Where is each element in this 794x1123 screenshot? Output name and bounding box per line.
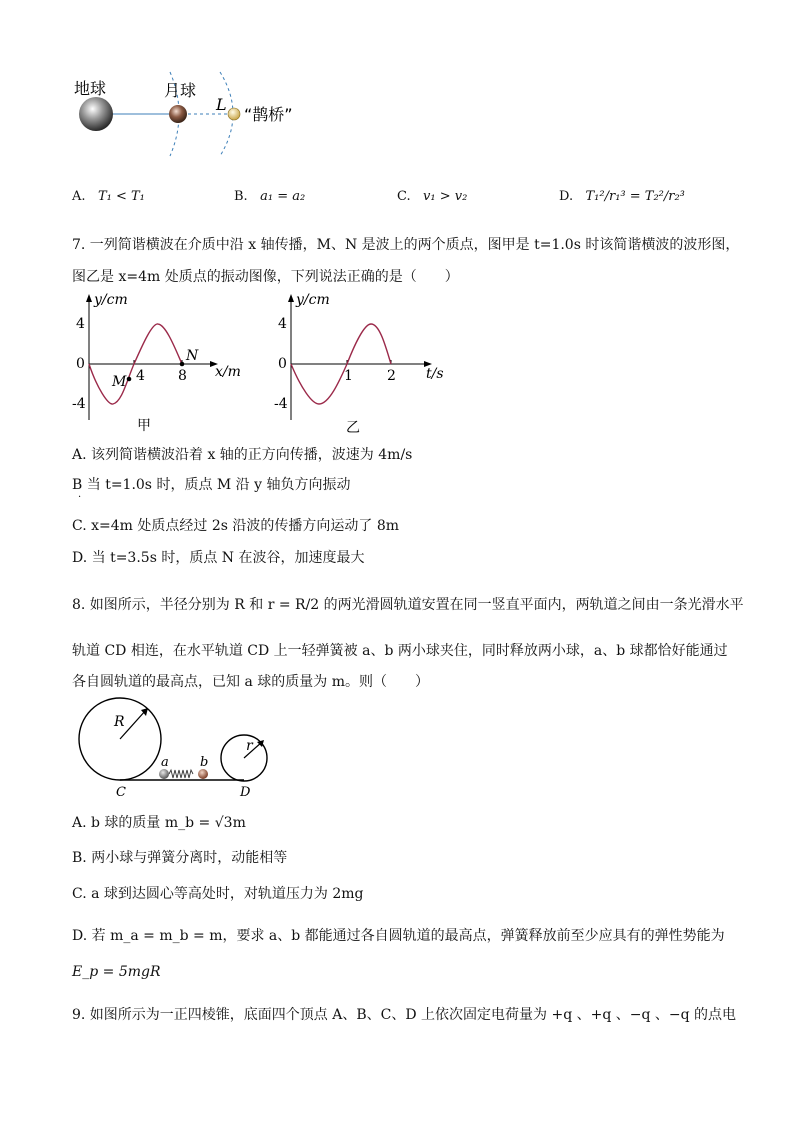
graph-b-xlabel: t/s: [426, 366, 444, 382]
point-l-label: L: [216, 95, 227, 114]
graph-b-x-tick2: 2: [387, 368, 396, 384]
relay-label: “鹊桥”: [244, 105, 293, 124]
q6-option-d-text: T₁²/r₁³ = T₂²/r₂³: [585, 189, 685, 204]
graph-b-y-arrow: [288, 294, 294, 302]
q8-option-d: D. 若 m_a = m_b = m，要求 a、b 都能通过各自圆轨道的最高点，弹簧释放前至少应具有的弹性势能为: [72, 928, 725, 944]
moon-label: 月球: [164, 81, 197, 100]
q6-option-a-label: A.: [72, 189, 86, 204]
q8-option-b: B. 两小球与弹簧分离时，动能相等: [72, 850, 288, 866]
graph-a-y-zero: 0: [76, 356, 85, 372]
spring: [169, 770, 193, 778]
q8-track-figure: [66, 696, 282, 800]
q7-option-a: A. 该列简谐横波沿着 x 轴的正方向传播，波速为 4m/s: [72, 447, 413, 463]
q6-option-c-text: v₁ > v₂: [423, 189, 468, 204]
moon-ball: [169, 105, 187, 123]
q7-option-b: B 当 t=1.0s 时，质点 M 沿 y 轴负方向振动: [72, 477, 351, 493]
graph-b-x-tick1: 1: [344, 368, 353, 384]
graph-a-x-tick1: 4: [136, 368, 145, 384]
q6-option-b-text: a₁ = a₂: [260, 189, 306, 204]
q6-option-d: [559, 189, 685, 204]
graph-b-y-top: 4: [278, 316, 287, 332]
q6-option-c-label: C.: [397, 189, 411, 204]
q7-option-b-stray-dot: ·: [78, 492, 82, 503]
graph-a-xlabel: x/m: [215, 364, 241, 380]
graph-b-y-zero: 0: [278, 356, 287, 372]
q6-option-b-label: B.: [234, 189, 248, 204]
graph-a-x-tick2: 8: [178, 368, 187, 384]
graph-b-ylabel: y/cm: [296, 292, 330, 308]
graph-a-y-arrow: [86, 294, 92, 302]
graph-a-ylabel: y/cm: [94, 292, 128, 308]
graph-a-label-m: M: [112, 374, 127, 390]
graph-a-y-bottom: -4: [72, 396, 86, 412]
graph-a-y-top: 4: [76, 316, 85, 332]
q7-stem-line1: 7. 一列简谐横波在介质中沿 x 轴传播，M、N 是波上的两个质点，图甲是 t=1.0s 时该简谐横波的波形图，: [72, 237, 740, 253]
q6-option-b: [234, 189, 305, 204]
q8-stem-line1: 8. 如图所示，半径分别为 R 和 r = R/2 的两光滑圆轨道安置在同一竖直平面内，两轨道之间由一条光滑水平: [72, 597, 744, 613]
ball-a: [159, 769, 169, 779]
q8-stem-line2: 轨道 CD 相连，在水平轨道 CD 上一轻弹簧被 a、b 两小球夹住，同时释放两小球，a、b 球都恰好能通过: [72, 643, 728, 659]
q8-option-d-formula: E_p = 5mgR: [72, 964, 161, 980]
q7-option-d: D. 当 t=3.5s 时，质点 N 在波谷，加速度最大: [72, 550, 365, 566]
q6-option-a-text: T₁ < T₁: [97, 189, 145, 204]
q8-stem-line3: 各自圆轨道的最高点，已知 a 球的质量为 m。则（ ）: [72, 674, 429, 690]
ball-b: [198, 769, 208, 779]
label-small-r: r: [246, 738, 253, 754]
graph-a-caption: 甲: [137, 418, 151, 434]
graph-a-label-n: N: [186, 348, 199, 364]
q7-stem-line2: 图乙是 x=4m 处质点的振动图像，下列说法正确的是（ ）: [72, 269, 459, 285]
q7-wave-graph-a: [72, 290, 257, 436]
graph-a-point-n: [180, 362, 185, 367]
q6-option-d-label: D.: [559, 189, 574, 204]
label-point-c: C: [116, 785, 126, 800]
label-ball-a: a: [161, 755, 169, 770]
q9-stem-line1: 9. 如图所示为一正四棱锥，底面四个顶点 A、B、C、D 上依次固定电荷量为 +q 、+q 、−q 、−q 的点电: [72, 1007, 737, 1023]
label-big-r: R: [114, 714, 125, 730]
graph-a-point-m: [127, 377, 132, 382]
earth-label: 地球: [74, 79, 107, 98]
q7-vibration-graph-b: [274, 290, 449, 436]
label-ball-b: b: [200, 755, 209, 770]
label-point-d: D: [240, 785, 251, 800]
q6-option-c: [397, 189, 467, 204]
q7-option-c: C. x=4m 处质点经过 2s 沿波的传播方向运动了 8m: [72, 518, 399, 534]
earth-moon-figure: [60, 66, 320, 158]
graph-b-caption: 乙: [346, 420, 360, 436]
relay-ball: [228, 108, 240, 120]
graph-b-y-bottom: -4: [274, 396, 288, 412]
earth-ball: [79, 97, 113, 131]
q8-option-c: C. a 球到达圆心等高处时，对轨道压力为 2mg: [72, 886, 364, 902]
q6-option-a: [72, 189, 145, 204]
q8-option-a: A. b 球的质量 m_b = √3m: [72, 815, 246, 831]
